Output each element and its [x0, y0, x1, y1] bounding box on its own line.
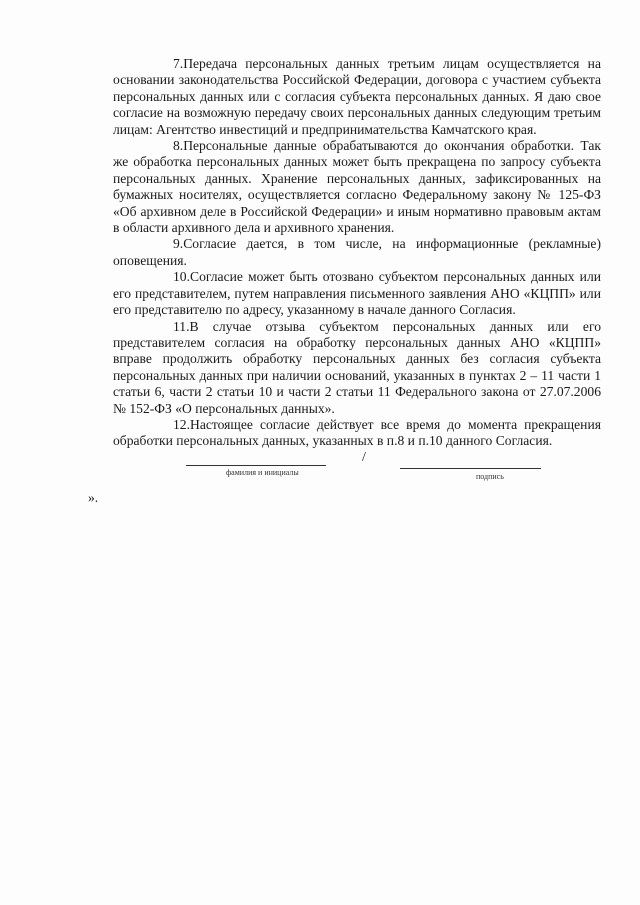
name-caption: фамилия и инициалы	[226, 468, 299, 477]
paragraph-12	[113, 417, 601, 450]
paragraph-10	[113, 269, 601, 318]
paragraph-number: 8.	[173, 138, 184, 154]
paragraph-8	[113, 138, 601, 236]
signature-line[interactable]	[400, 468, 541, 469]
signature-caption: подпись	[476, 472, 504, 481]
signature-separator: /	[362, 450, 366, 465]
name-signature-line[interactable]	[186, 465, 326, 466]
paragraph-text: Персональные данные обрабатываются до окончания обработки. Так же обработка персональных данных может быть прекращена по запросу субъекта персональных данных. Хранение персональных данных, зафиксированных на бумажных носителях, осуществляется согласно Федеральному закону № 125-ФЗ «Об архивном деле в Российской Федерации» и иным нормативно правовым актам в области архивного дела и архивного хранения.	[113, 138, 601, 236]
paragraph-text: Согласие дается, в том числе, на информационные (рекламные) оповещения.	[113, 236, 601, 268]
document-body	[113, 56, 601, 450]
paragraph-number: 12.	[173, 416, 190, 432]
paragraph-9	[113, 236, 601, 269]
paragraph-number: 11.	[173, 318, 190, 334]
paragraph-7	[113, 56, 601, 138]
paragraph-11	[113, 319, 601, 417]
signature-block	[0, 452, 640, 492]
paragraph-text: Настоящее согласие действует все время до момента прекращения обработки персональных данных, указанных в п.8 и п.10 данного Согласия.	[113, 416, 601, 449]
paragraph-text: Передача персональных данных третьим лицам осуществляется на основании законодательства Российской Федерации, договора с участием субъекта персональных данных или с согласия субъекта персональных данных. Я даю свое согласие на возможную передачу своих персональных данных следующим третьим лицам: Агентство инвестиций и предпринимательства Камчатского края.	[113, 56, 601, 137]
paragraph-number: 10.	[173, 269, 190, 285]
paragraph-text: Согласие может быть отозвано субъектом персональных данных или его представителем, путем направления письменного заявления АНО «КЦПП» или его представителю по адресу, указанному в начале данного Согласия.	[113, 269, 601, 318]
paragraph-text: В случае отзыва субъектом персональных данных или его представителем согласия на обработку персональных данных АНО «КЦПП» вправе продолжить обработку персональных данных без согласия субъекта персональных данных при наличии оснований, указанных в пунктах 2 – 11 части 1 статьи 6, части 2 статьи 10 и части 2 статьи 11 Федерального закона от 27.07.2006 № 152-ФЗ «О персональных данных».	[113, 318, 601, 416]
paragraph-number: 9.	[173, 236, 184, 252]
paragraph-number: 7.	[173, 56, 184, 71]
closing-quote: ».	[88, 490, 99, 505]
